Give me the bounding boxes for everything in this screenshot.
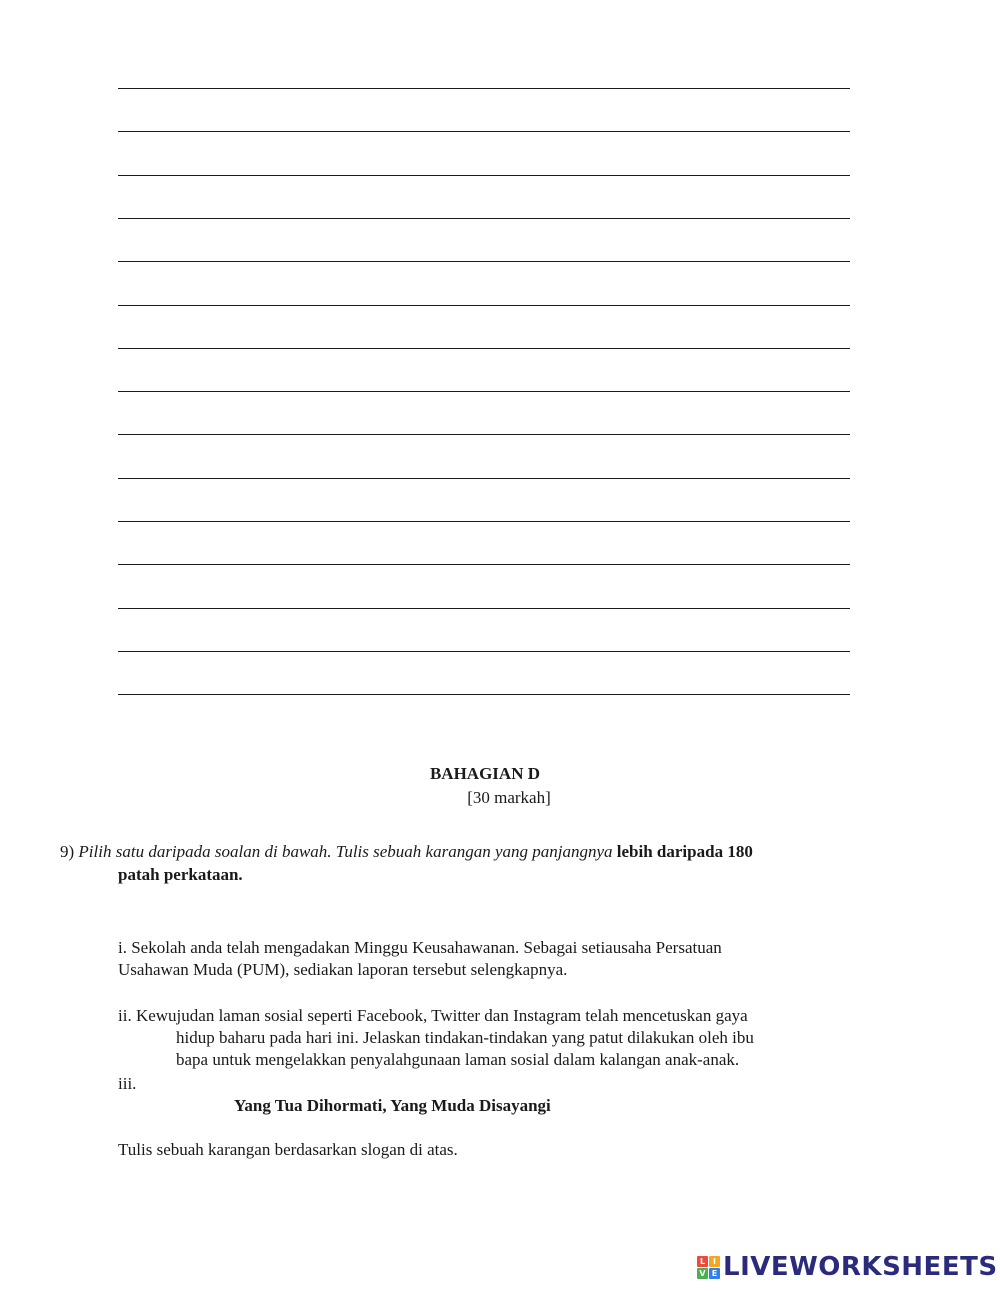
answer-line xyxy=(118,88,850,89)
logo-letter: I xyxy=(709,1256,720,1267)
logo-letter: E xyxy=(709,1268,720,1279)
option-iii-slogan: Yang Tua Dihormati, Yang Muda Disayangi xyxy=(234,1096,551,1115)
answer-line xyxy=(118,564,850,565)
option-iii-label: iii. xyxy=(118,1074,137,1093)
option-ii xyxy=(118,1005,858,1071)
question-number: 9) xyxy=(60,842,75,861)
liveworksheets-wordmark: LIVEWORKSHEETS xyxy=(723,1252,998,1282)
question-word-limit: lebih daripada 180 xyxy=(616,842,753,861)
answer-line xyxy=(118,348,850,349)
answer-line xyxy=(118,305,850,306)
section-marks: [30 markah] xyxy=(467,788,551,807)
section-title: BAHAGIAN D xyxy=(429,764,541,783)
option-i xyxy=(118,937,858,981)
answer-line xyxy=(118,521,850,522)
answer-line xyxy=(118,391,850,392)
answer-line xyxy=(118,434,850,435)
logo-letter: L xyxy=(697,1256,708,1267)
liveworksheets-brand xyxy=(697,1252,998,1282)
option-i-line1: i. Sekolah anda telah mengadakan Minggu Keusahawanan. Sebagai setiausaha Persatuan xyxy=(118,938,722,957)
option-i-line2: Usahawan Muda (PUM), sediakan laporan tersebut selengkapnya. xyxy=(118,960,568,979)
answer-line xyxy=(118,694,850,695)
answer-line xyxy=(118,218,850,219)
question-9 xyxy=(60,840,880,886)
question-word-limit-cont: patah perkataan. xyxy=(118,865,243,884)
answer-line xyxy=(118,175,850,176)
option-ii-line3: bapa untuk mengelakkan penyalahgunaan laman sosial dalam kalangan anak-anak. xyxy=(176,1050,740,1069)
logo-letter: V xyxy=(697,1268,708,1279)
answer-line xyxy=(118,131,850,132)
question-instruction: Pilih satu daripada soalan di bawah. Tulis sebuah karangan yang panjangnya xyxy=(78,842,613,861)
answer-line xyxy=(118,261,850,262)
option-ii-line2: hidup baharu pada hari ini. Jelaskan tindakan-tindakan yang patut dilakukan oleh ibu xyxy=(176,1028,754,1047)
liveworksheets-logo-icon xyxy=(697,1256,720,1279)
answer-line xyxy=(118,478,850,479)
answer-line xyxy=(118,651,850,652)
answer-line xyxy=(118,608,850,609)
option-ii-line1: ii. Kewujudan laman sosial seperti Facebook, Twitter dan Instagram telah mencetuskan gaya xyxy=(118,1006,748,1025)
option-iii-instruction: Tulis sebuah karangan berdasarkan slogan di atas. xyxy=(118,1140,458,1159)
